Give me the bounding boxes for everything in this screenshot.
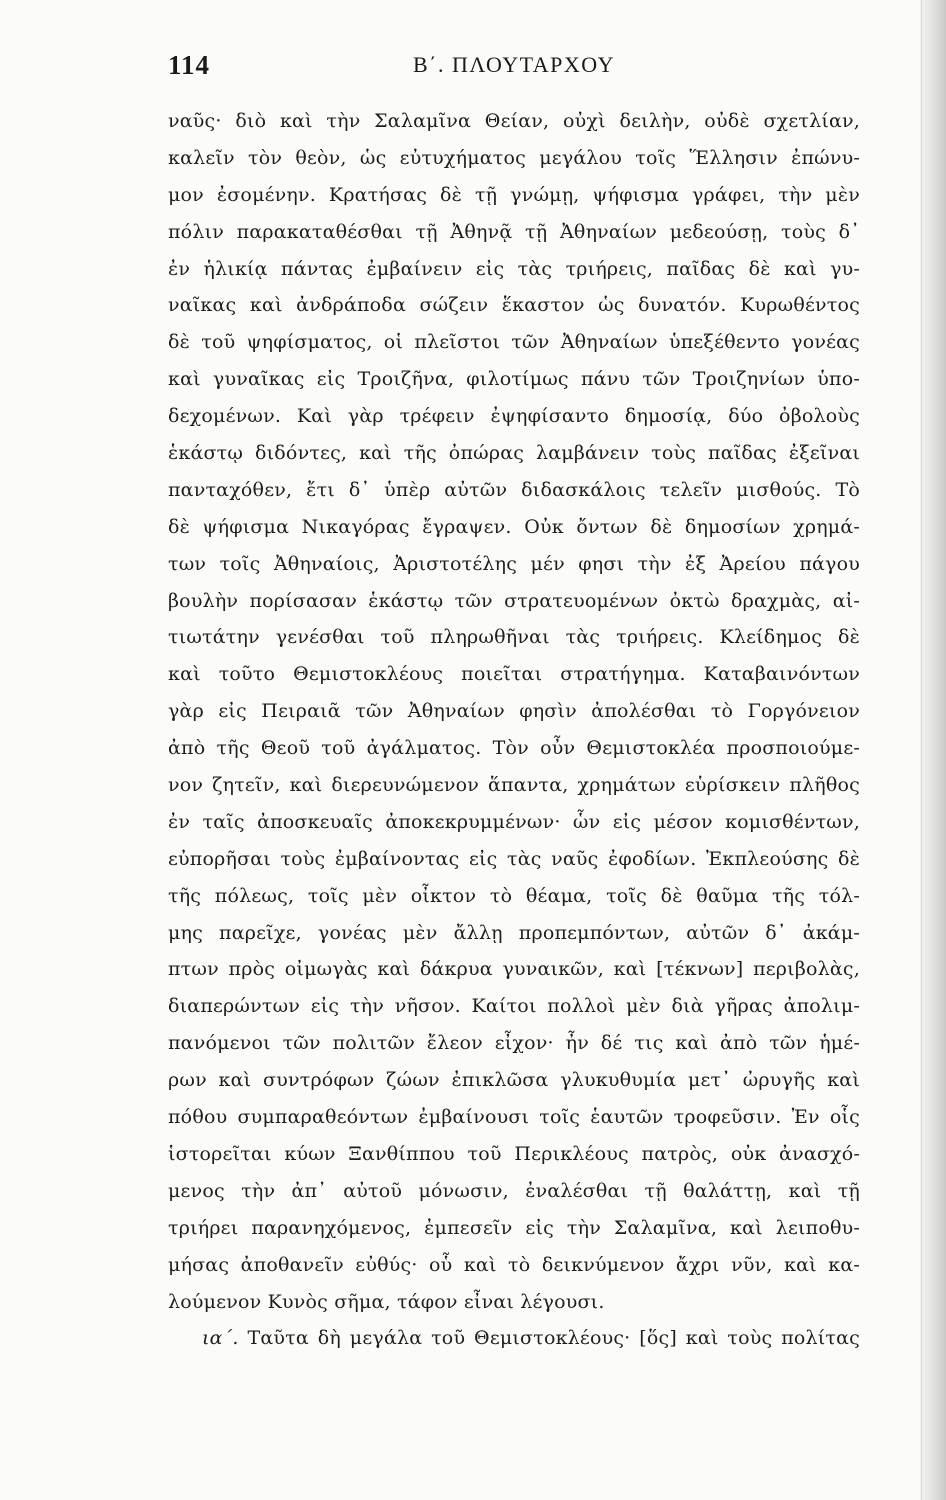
text-line: διαπερώντων εἰς τὴν νῆσον. Καίτοι πολλοὶ μὲν διὰ γῆρας ἀπολιμ-	[168, 995, 860, 1018]
text-line: πτων πρὸς οἰμωγὰς καὶ δάκρυα γυναικῶν, καὶ [τέκνων] περιβολὰς,	[168, 958, 860, 981]
text-line: καὶ τοῦτο Θεμιστοκλέους ποιεῖται στρατήγημα. Καταβαινόντων	[168, 663, 860, 686]
text-body	[168, 103, 860, 1357]
text-line: ἐν ταῖς ἀποσκευαῖς ἀποκεκρυμμένων· ὧν εἰς μέσον κομισθέντων,	[168, 810, 860, 833]
text-line: εὐπορῆσαι τοὺς ἐμβαίνοντας εἰς τὰς ναῦς ἐφοδίων. Ἐκπλεούσης δὲ	[168, 847, 860, 870]
paragraph-start	[168, 1320, 860, 1357]
text-line: τῆς πόλεως, τοῖς μὲν οἶκτον τὸ θέαμα, τοῖς δὲ θαῦμα τῆς τόλ-	[168, 884, 860, 907]
text-line: μον ἐσομένην. Κρατήσας δὲ τῇ γνώμῃ, ψήφισμα γράφει, τὴν μὲν	[168, 183, 860, 206]
page-edge-shadow	[920, 0, 946, 1500]
text-line: μενος τὴν ἀπ᾽ αὐτοῦ μόνωσιν, ἐναλέσθαι τῇ θαλάττῃ, καὶ τῇ	[168, 1179, 860, 1202]
text-line: των τοῖς Ἀθηναίοις, Ἀριστοτέλης μέν φησι τὴν ἐξ Ἀρείου πάγου	[168, 552, 860, 575]
text-line: ἑκάστῳ διδόντες, καὶ τῆς ὀπώρας λαμβάνειν τοὺς παῖδας ἐξεῖναι	[168, 442, 860, 465]
text-line: πόλιν παρακαταθέσθαι τῇ Ἀθηνᾷ τῇ Ἀθηναίων μεδεούσῃ, τοὺς δ᾽	[168, 220, 860, 243]
page-number: 114	[168, 50, 211, 80]
text-line: τιωτάτην γενέσθαι τοῦ πληρωθῆναι τὰς τριήρεις. Κλείδημος δὲ	[168, 626, 860, 649]
text-line: δὲ τοῦ ψηφίσματος, οἱ πλεῖστοι τῶν Ἀθηναίων ὑπεξέθεντο γονέας	[168, 331, 860, 354]
text-line: ρων καὶ συντρόφων ζώων ἐπικλῶσα γλυκυθυμία μετ᾽ ὠρυγῆς καὶ	[168, 1069, 860, 1092]
text-line: νον ζητεῖν, καὶ διερευνώμενον ἅπαντα, χρημάτων εὑρίσκειν πλῆθος	[168, 774, 860, 797]
running-head: Β΄. ΠΛΟΥΤΑΡΧΟΥ	[413, 52, 615, 77]
text-line: ναῖκας καὶ ἀνδράποδα σώζειν ἕκαστον ὡς δυνατόν. Κυρωθέντος	[168, 294, 860, 317]
text-line: τριήρει παρανηχόμενος, ἐμπεσεῖν εἰς τὴν Σαλαμῖνα, καὶ λειποθυ-	[168, 1216, 860, 1239]
text-line: ἐν ἡλικίᾳ πάντας ἐμβαίνειν εἰς τὰς τριήρεις, παῖδας δὲ καὶ γυ-	[168, 257, 860, 280]
text-line: λούμενον Κυνὸς σῆμα, τάφον εἶναι λέγουσι.	[168, 1290, 605, 1313]
text-line: βουλὴν πορίσασαν ἑκάστῳ τῶν στρατευομένων ὀκτὼ δραχμὰς, αἰ-	[168, 589, 860, 612]
text-line: πανόμενοι τῶν πολιτῶν ἔλεον εἶχον· ἦν δέ τις καὶ ἀπὸ τῶν ἡμέ-	[168, 1032, 860, 1055]
text-line: πόθου συμπαραθεόντων ἐμβαίνουσι τοῖς ἑαυτῶν τροφεῦσιν. Ἐν οἷς	[168, 1106, 860, 1129]
text-line: πανταχόθεν, ἔτι δ᾽ ὑπὲρ αὐτῶν διδασκάλοις τελεῖν μισθούς. Τὸ	[168, 478, 860, 501]
text-line: γὰρ εἰς Πειραιᾶ τῶν Ἀθηναίων φησὶν ἀπολέσθαι τὸ Γοργόνειον	[168, 700, 860, 723]
text-line: δὲ ψήφισμα Νικαγόρας ἔγραψεν. Οὐκ ὄντων δὲ δημοσίων χρημά-	[168, 515, 860, 538]
text-line: ἱστορεῖται κύων Ξανθίππου τοῦ Περικλέους πατρὸς, οὐκ ἀνασχό-	[168, 1142, 860, 1165]
text-line: μήσας ἀποθανεῖν εὐθύς· οὗ καὶ τὸ δεικνύμενον ἄχρι νῦν, καὶ κα-	[168, 1253, 860, 1276]
paragraph-text: Ταῦτα δὴ μεγάλα τοῦ Θεμιστοκλέους· [ὅς] καὶ τοὺς πολίτας	[247, 1327, 860, 1350]
text-line: καὶ γυναῖκας εἰς Τροιζῆνα, φιλοτίμως πάνυ τῶν Τροιζηνίων ὑπο-	[168, 368, 860, 391]
text-line: καλεῖν τὸν θεὸν, ὡς εὐτυχήματος μεγάλου τοῖς Ἕλλησιν ἐπώνυ-	[168, 146, 860, 169]
page-edge-line	[921, 0, 922, 1500]
page-header	[168, 50, 860, 90]
text-line: δεχομένων. Καὶ γὰρ τρέφειν ἐψηφίσαντο δημοσίᾳ, δύο ὀβολοὺς	[168, 405, 860, 428]
text-line: ναῦς· διὸ καὶ τὴν Σαλαμῖνα Θείαν, οὐχὶ δειλὴν, οὐδὲ σχετλίαν,	[168, 110, 860, 132]
text-line: ἀπὸ τῆς Θεοῦ τοῦ ἀγάλματος. Τὸν οὖν Θεμιστοκλέα προσποιούμε-	[168, 737, 860, 760]
paragraph-number: ια΄.	[202, 1327, 239, 1350]
text-line: μης παρεῖχε, γονέας μὲν ἄλλῃ προπεμπόντων, αὐτῶν δ᾽ ἀκάμ-	[168, 921, 860, 944]
